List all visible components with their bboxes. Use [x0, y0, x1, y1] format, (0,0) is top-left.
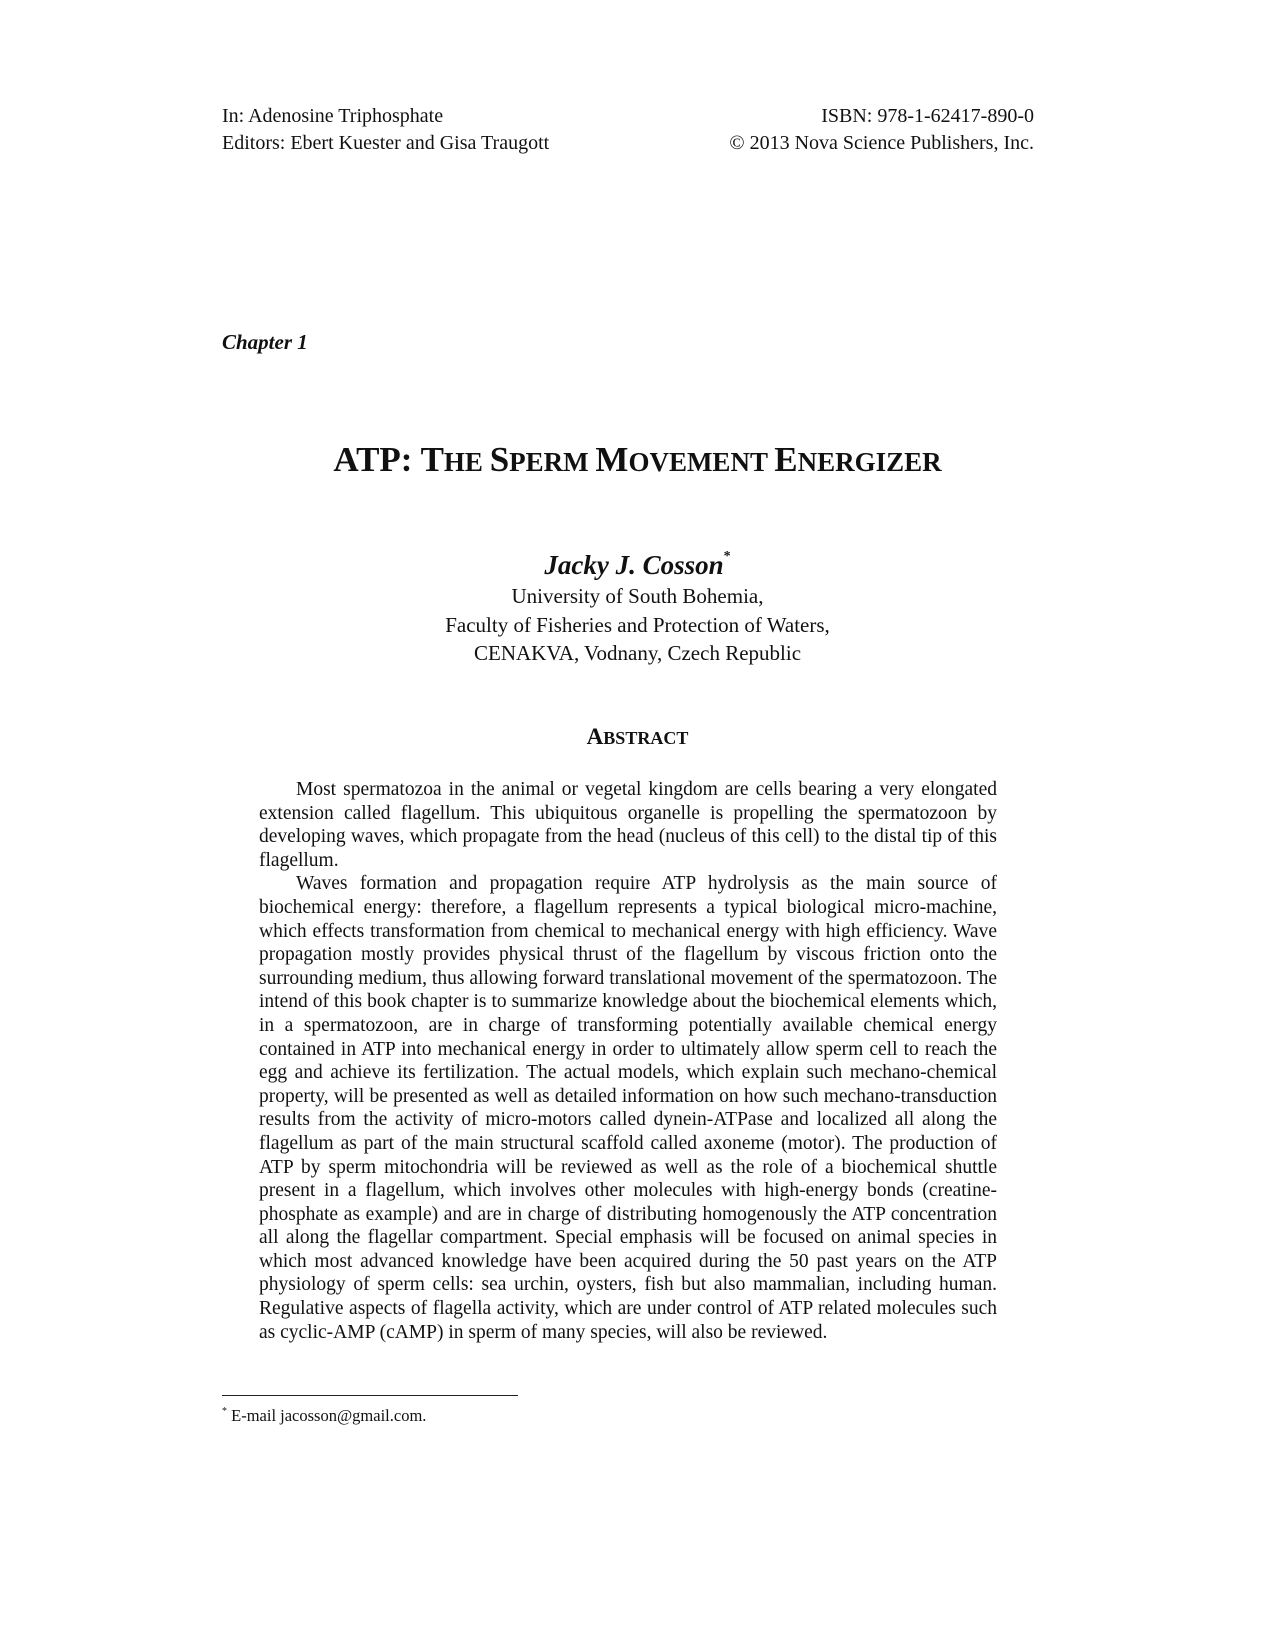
abstract-paragraph: Most spermatozoa in the animal or vegetal kingdom are cells bearing a very elongated extension called flagellum. This ubiquitous organelle is propelling the spermatozoon by developing waves, which propagate from the head (nucleus of this cell) to the distal tip of this flagellum.	[259, 779, 997, 871]
affiliation-line: University of South Bohemia,	[511, 584, 764, 608]
author-name: Jacky J. Cosson	[544, 550, 724, 580]
header-row-1	[222, 103, 1034, 130]
abstract-heading-rest: BSTRACT	[603, 728, 689, 748]
footnote-divider	[222, 1395, 518, 1396]
title-part: E	[774, 440, 798, 479]
copyright: © 2013 Nova Science Publishers, Inc.	[729, 132, 1034, 154]
footnote	[222, 1406, 426, 1426]
title-part: OVEMENT	[628, 447, 775, 477]
title-part: ATP: T	[333, 440, 444, 479]
editors: Editors: Ebert Kuester and Gisa Traugott	[222, 132, 550, 154]
chapter-label: Chapter 1	[222, 330, 308, 354]
affiliation-line: Faculty of Fisheries and Protection of Waters,	[445, 612, 830, 637]
abstract-paragraph: Waves formation and propagation require ATP hydrolysis as the main source of biochemical energy: therefore, a flagellum represents a typical biological micro-machine, which effects transformation from chemical to mechanical energy with high efficiency. Wave propagation mostly provides physical thrust of the flagellum by viscous friction onto the surrounding medium, thus allowing forward translational movement of the spermatozoon. The intend of this book chapter is to summarize knowledge about the biochemical elements which, in a spermatozoon, are in charge of transforming potentially available chemical energy contained in ATP into mechanical energy in order to ultimately allow sperm cell to reach the egg and achieve its fertilization. The actual models, which explain such mechano-chemical property, will be presented as well as detailed information on how such mechano-transduction results from the activity of micro-motors called dynein-ATPase and localized all along the flagellum as part of the main structural scaffold called axoneme (motor). The production of ATP by sperm mitochondria will be reviewed as well as the role of a biochemical shuttle present in a flagellum, which involves other molecules with high-energy bonds (creatine-phosphate as example) and are in charge of distributing homogenously the ATP concentration all along the flagellar compartment. Special emphasis will be focused on animal species in which most advanced knowledge have been acquired during the 50 past years on the ATP physiology of sperm cells: sea urchin, oysters, fish but also mammalian, including human. Regulative aspects of flagella activity, which are under control of ATP related molecules such as cyclic-AMP (cAMP) in sperm of many species, will also be reviewed.	[259, 873, 997, 1343]
page-header	[222, 103, 1034, 157]
header-row-2	[222, 130, 1034, 157]
author-block	[0, 540, 1275, 668]
footnote-text: E-mail jacosson@gmail.com.	[227, 1406, 427, 1425]
author-name-line	[0, 540, 1275, 582]
title-part: S	[489, 440, 510, 479]
affiliation-line: CENAKVA, Vodnany, Czech Republic	[473, 641, 802, 665]
footnote-mark: *	[222, 1406, 227, 1417]
chapter-title	[0, 440, 1275, 480]
abstract-heading	[0, 724, 1275, 750]
abstract-body	[259, 778, 997, 1344]
title-part: NERGIZER	[797, 447, 942, 477]
title-part: HE	[443, 447, 490, 477]
title-part: M	[595, 440, 629, 479]
abstract-heading-cap: A	[586, 724, 604, 749]
title-part: PERM	[509, 447, 596, 477]
book-title: In: Adenosine Triphosphate	[222, 105, 444, 127]
isbn: ISBN: 978-1-62417-890-0	[821, 105, 1034, 127]
author-footnote-mark: *	[723, 549, 731, 564]
